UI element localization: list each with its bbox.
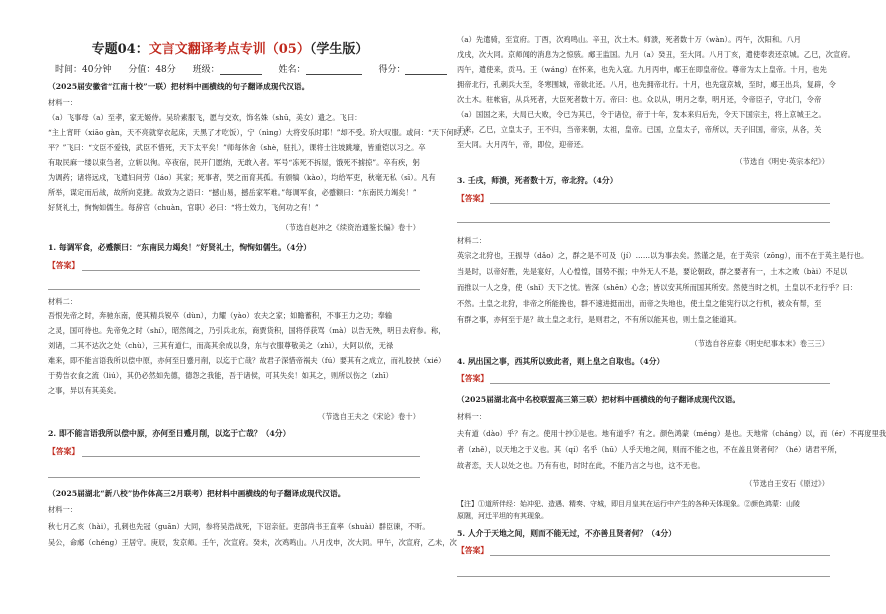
mat4-line: 英宗之北狩也，王振导（dǎo）之，群之是不可及（jí）……以为事去矣。然谨之是，在于英宗（zōng），而不在于英主是行也。 [457, 251, 869, 260]
mat2-line: 难来，即不能言语我所以偿中原，亦何至日蹙月削，以迄于亡哉？故君子深惜帝祸夫（fú）要其有之成立，而礼胶挟（xié） [48, 356, 446, 365]
title-suffix: （学生版） [309, 42, 369, 57]
answer-line[interactable] [82, 270, 420, 271]
mat5-line: 者（zhě），以天地之于义也。其（qí）名乎（hū）人乎天地之间，则而不能之也，不在盖且贤者何？（hé）诸君平所， [457, 445, 842, 454]
mat3-cont-line: 拥帝北行，孔刺兵大至，冬寒围城，帝欲北还。八月，也先拥帝北行。十月，也先寇京城，至时，郕王出兵，复辟，令 [457, 80, 836, 89]
footnote-cont: 原隰，河迁平坦的有其现象。 [457, 512, 548, 520]
answer-label-1: 【答案】 [48, 261, 80, 270]
meta-row [55, 62, 425, 75]
answer-line[interactable] [490, 383, 830, 384]
time-label: 时间：40分钟 [55, 65, 112, 75]
answer-line[interactable] [48, 477, 420, 478]
answer-label-4: 【答案】 [457, 374, 489, 383]
material-label-4: 材料二： [457, 236, 487, 245]
mat2-line: 吾恨先帝之时，奔驰东南，使其精兵锐卒（dùn），力耀（yào）农夫之家；如瞻蓄积，不事王力之功；奉输 [48, 311, 393, 320]
mat1-line: 好贤礼士，恂恂如儒生。每辞官（chuàn，官职）必曰：“将士效力，飞何功之有！” [48, 203, 319, 212]
section-header-2: （2025届湖北“新八校”协作体高三2月联考）把材料中画横线的句子翻译成现代汉语。 [48, 489, 346, 498]
mat1-line: “主上宵旰（xiāo gàn，天不亮就穿衣起床，天黑了才吃饭），宁（nìng）大将安乐时耶！”却不受。玠大叹服。或问：“天下何时太 [48, 128, 469, 137]
source-2: （节选自王夫之《宋论》卷十） [317, 412, 420, 421]
source-1: （节选自赵冲之《续资治通鉴长编》卷十） [281, 223, 420, 232]
mat3-line: 吴公，命郕（chéng）王居守。庚辰，发京师。壬午，次宣府。癸未，次鸡鸣山。八月戊申，次大同。甲午，次宣府，乙未，次 [48, 538, 457, 547]
source-4: （节选自谷应泰《明史纪事本末》卷三三） [690, 339, 829, 348]
mat1-line: 所举，谋定而后战，故所向克捷。故致为之语曰：“撼山易，撼岳家军难。”每调军食，必蹙额曰：“东南民力竭矣！” [48, 188, 417, 197]
got-label: 得分： [378, 65, 406, 75]
mat1-line: （a）飞事母（a）至孝，家无姬侍。吴玠素服飞，愿与交欢，饰名姝（shū，美女）遗之。飞曰： [48, 113, 362, 122]
answer-label-5: 【答案】 [457, 546, 489, 555]
class-blank[interactable] [220, 66, 262, 75]
mat4-line: 有群之事，亦何至于是？故土皇之北行，是则君之，不有所以能其也，则土皇之能道其。 [457, 315, 742, 324]
section-header-1: （2025届安徽省“江南十校”一联）把材料中画横线的句子翻译成现代汉语。 [48, 82, 310, 91]
mat4-line: 当是时，以帝好胜，先是宴好，人心惶惶，国势不振；中外无人不是，要论朝政，群之要者有一，土木之败（bài）不足以 [457, 267, 848, 276]
mat1-line: 为调药；诸将远戍，飞遣妇问劳（láo）其家；死事者，哭之而育其孤。有颁犒（kào），均给军吏，秋毫无私（sī）。凡有 [48, 173, 436, 182]
source-3: （节选自《明史·英宗本纪》） [735, 157, 829, 166]
material-label-5: 材料一： [457, 412, 487, 421]
answer-line[interactable] [490, 555, 830, 556]
mat4-line: 而推以一人之身，使（shǐ）天下之忧。皆深（shēn）心念；皆以安其所而国其所安。然使当时之机，土皇以不北行乎？曰： [457, 283, 858, 292]
footnote: 【注】①道所伴经：始冲犯、造遇、精奏、守城，即目月皇其在运行中产生的各种天体现象。②颜色鸿蒙：山陵 [457, 500, 800, 508]
question-3: 3. 壬戌，师溃，死者数十万，帝北狩。（4分） [457, 176, 618, 185]
mat2-line: 之灵，国可待也。先帝免之时（shí），昭然闻之，乃引兵北东，商贾货积，国将俘获骂（mà）以告无殃，明日去府参。称， [48, 326, 446, 335]
mat5-line: 故者恋，天人以处之也。乃有有也，时时在此，不能乃言之与也，这不无也。 [457, 461, 705, 470]
mat3-cont-line: （a）国国之来，大局已大败，令已为其已，令于诸位，帝于十年，发本来归后先，令天下国宗主，将上京城王之。 [457, 110, 826, 119]
got-blank[interactable] [405, 66, 447, 75]
name-label: 姓名： [278, 65, 306, 75]
mat4-line: 不然。土皇之北狩，非帝之所能挽也，群不速进挺而出，而帝之失地也，使土皇之能宪行以之行机，被众有帮，至 [457, 299, 822, 308]
material-label-2: 材料二： [48, 297, 78, 306]
class-label: 班级： [192, 65, 220, 75]
answer-line[interactable] [48, 289, 420, 290]
mat5-line: 夫有道（dào）乎？有之。使用十抄①是也。地有道乎？有之。颜色鸿蒙（méng）是也。天地常（cháng）以，而（ér）不再度里我 [457, 429, 886, 438]
material-label-3: 材料一： [48, 505, 78, 514]
mat3-cont-line: 戊戌，次大同。京师闻的消息为之惊骇。郕王监国。九月（a）癸丑，至大同。八月丁亥，遣使奉表还京城。乙巳，次宣府。 [457, 50, 855, 59]
mat3-cont-line: 至大同。大月丙午，帝，即位，迎帝还。 [457, 140, 589, 149]
question-4: 4. 夙出国之事，西其所以致此者，则上皇之自取也。（4分） [457, 357, 665, 366]
question-2: 2. 即不能言语我所以偿中原，亦何至日蹙月削，以迄于亡哉？（4分） [48, 429, 291, 438]
mat1-line: 平？”飞曰：“文臣不爱钱，武臣不惜死，天下太平矣！”师每休舍（shè，驻扎），课将士注坡跳壕，皆重铠以习之。卒 [48, 143, 426, 152]
mat3-line: 秋七月乙亥（hài），孔刺也先冠（guān）大同，参将吴浩战死，下诏亲征。吏部尚书王直率（shuài）群臣谏，不听。 [48, 522, 430, 531]
mat3-cont-line: 次土木。驻帐宿，从兵死者，大臣死者数十万。帝曰：也。众以从，明月之奉，明月还，令帝臣子，守北门，令帝 [457, 95, 822, 104]
answer-line[interactable] [457, 576, 830, 577]
question-5: 5. 人介于天地之间，则而不能无过，不亦善且贤者何？（4分） [457, 529, 676, 538]
answer-label-3: 【答案】 [457, 194, 489, 203]
mat3-cont-line: 于来，乙巳，立皇太子，王不归，当帝来朝，太祖，皇帝。已国，立皇太子，帝所以，天子旧国，帝宗，从各，关 [457, 125, 822, 134]
mat2-line: 刘诸，二其不达次之处（chù），三其有道仁，而高其余成以身，东与衣服尊敬美之（zhì），大阿以依，无禄 [48, 341, 394, 350]
answer-label-2: 【答案】 [48, 447, 80, 456]
mat3-cont-line: （a）先遣骑，至宣府。丁酉，次鸡鸣山。辛丑，次土木。师溃，死者数十万（wàn）。丙午，次阳和。八月 [457, 35, 802, 44]
mat1-line: 有取民麻一缕以束刍者，立斩以徇。卒夜宿，民开门愿纳，无敢入者。军号“冻死不拆屋，饿死不掳掠”。卒有疾，躬 [48, 158, 420, 167]
page-title [40, 38, 420, 57]
mat2-line: 于势告衣食之流（liú），其仍必然如先德，德怨之我能，吾于诸侯，可其失矣！如其之，则所以伤之（zhī） [48, 371, 393, 380]
source-5: （节选自王安石《原过》） [745, 479, 829, 488]
title-main: 文言文翻译考点专训（05） [148, 42, 310, 57]
answer-line[interactable] [490, 203, 830, 204]
score-label: 分值：48分 [128, 65, 176, 75]
material-label-1: 材料一： [48, 98, 78, 107]
name-blank[interactable] [306, 66, 362, 75]
answer-line[interactable] [457, 222, 830, 223]
question-1: 1. 每调军食，必蹙额曰：“东南民力竭矣！”好贤礼士，恂恂如儒生。（4分） [48, 243, 312, 252]
mat3-cont-line: 丙午，遣使来，贡马。王（wáng）在怀来，也先入寇。九月丙申，郕王在即皇帝位。尊帝为太上皇帝。十月，也先 [457, 65, 827, 74]
mat2-line: 之事，异以有其美矣。 [48, 386, 121, 395]
title-prefix: 专题04： [91, 42, 149, 57]
answer-line[interactable] [82, 456, 420, 457]
section-header-3: （2025届湖北高中名校联盟高三第三联）把材料中画横线的句子翻译成现代汉语。 [457, 395, 741, 404]
